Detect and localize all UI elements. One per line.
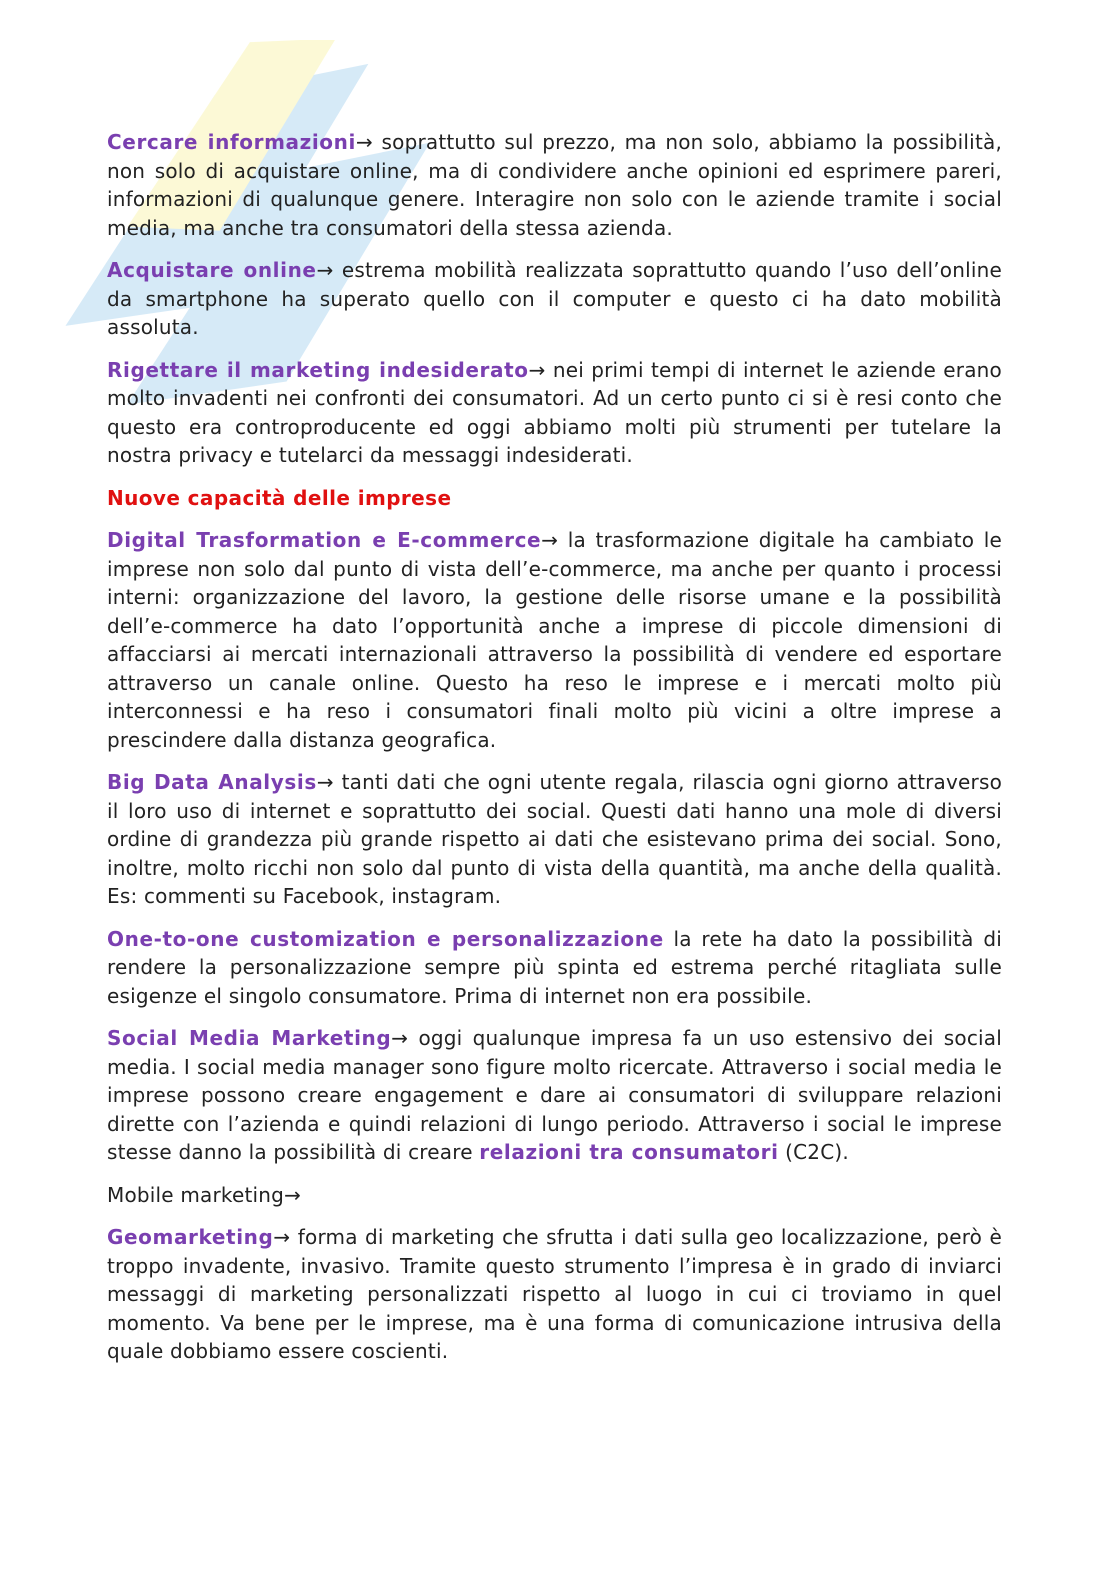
term: Acquistare online [107, 258, 317, 282]
arrow-icon: → [284, 1182, 302, 1207]
paragraph-rigettare-marketing [107, 356, 1002, 470]
term: Cercare informazioni [107, 130, 356, 154]
term: Big Data Analysis [107, 770, 317, 794]
paragraph-text: la rete ha dato la possibilità di rendere la personalizzazione sempre più spinta ed estrema perché ritagliata sulle esigenze el singolo consumatore. Prima di internet non era possibile. [107, 926, 1002, 1008]
arrow-icon: → [316, 258, 334, 282]
paragraph-text: oggi qualunque impresa fa un uso estensivo dei social media. I social media manager sono figure molto ricercate. Attraverso i social media le imprese possono creare engagement e dare ai consumatori di sviluppare relazioni dirette con l’azienda e quindi relazioni di lungo periodo. Attraverso i social le imprese stesse danno la possibilità di creare [107, 1026, 1002, 1164]
paragraph-mobile-marketing [107, 1181, 1002, 1210]
paragraph-geomarketing [107, 1223, 1002, 1366]
paragraph-text: estrema mobilità realizzata soprattutto quando l’uso dell’online da smartphone ha superato quello con il computer e questo ci ha dato mobilità assoluta. [107, 258, 1002, 339]
paragraph-text: Mobile marketing [107, 1182, 285, 1207]
arrow-icon: → [316, 770, 334, 794]
arrow-icon: → [273, 1225, 291, 1249]
arrow-icon: → [391, 1026, 409, 1050]
term: Digital Trasformation e E-commerce [107, 528, 542, 552]
section-heading: Nuove capacità delle imprese [107, 485, 452, 510]
term: Rigettare il marketing indesiderato [107, 357, 529, 382]
paragraph-big-data [107, 768, 1002, 911]
paragraph-text-end: (C2C). [778, 1140, 849, 1164]
paragraph-text: nei primi tempi di internet le aziende erano molto invadenti nei confronti dei consumatori. Ad un certo punto ci si è resi conto che questo era controproducente ed oggi abbiamo molti più strumenti per tutelare la nostra privacy e tutelarci da messaggi indesiderati. [107, 357, 1002, 467]
paragraph-social-media [107, 1024, 1002, 1167]
arrow-icon: → [528, 357, 546, 382]
paragraph-text: soprattutto sul prezzo, ma non solo, abbiamo la possibilità, non solo di acquistare online, ma di condividere anche opinioni ed esprimere pareri, informazioni di qualunque genere. Interagire non solo con le aziende tramite i social media, ma anche tra consumatori della stessa azienda. [107, 130, 1002, 240]
paragraph-one-to-one [107, 925, 1002, 1011]
paragraph-text: la trasformazione digitale ha cambiato le imprese non solo dal punto di vista dell’e-commerce, ma anche per quanto i processi interni: organizzazione del lavoro, la gestione delle risorse umane e la possibilità dell’e-commerce ha dato l’opportunità anche a imprese di piccole dimensioni di affacciarsi ai mercati internazionali attraverso la possibilità di vendere ed esportare attraverso un canale online. Questo ha reso le imprese e i mercati molto più interconnessi e ha reso i consumatori finali molto più vicini a oltre imprese a prescindere dalla distanza geografica. [107, 528, 1002, 752]
paragraph-cercare-informazioni [107, 128, 1002, 242]
arrow-icon: → [541, 528, 559, 552]
paragraph-acquistare-online [107, 256, 1002, 342]
document-body [107, 128, 1002, 1380]
paragraph-text: forma di marketing che sfrutta i dati sulla geo localizzazione, però è troppo invadente, invasivo. Tramite questo strumento l’impresa è in grado di inviarci messaggi di marketing personalizzati rispetto al luogo in cui ci troviamo in quel momento. Va bene per le imprese, ma è una forma di comunicazione intrusiva della quale dobbiamo essere coscienti. [107, 1225, 1002, 1363]
term: Geomarketing [107, 1225, 274, 1249]
paragraph-digital-transformation [107, 526, 1002, 754]
paragraph-text: tanti dati che ogni utente regala, rilascia ogni giorno attraverso il loro uso di internet e soprattutto dei social. Questi dati hanno una mole di diversi ordine di grandezza più grande rispetto ai dati che esistevano prima dei social. Sono, inoltre, molto ricchi non solo dal punto di vista della quantità, ma anche della qualità. Es: commenti su Facebook, instagram. [107, 770, 1003, 908]
term: Social Media Marketing [107, 1026, 392, 1050]
term: One-to-one customization e personalizzazione [107, 926, 664, 951]
term-inline: relazioni tra consumatori [479, 1140, 779, 1164]
arrow-icon: → [355, 130, 373, 154]
